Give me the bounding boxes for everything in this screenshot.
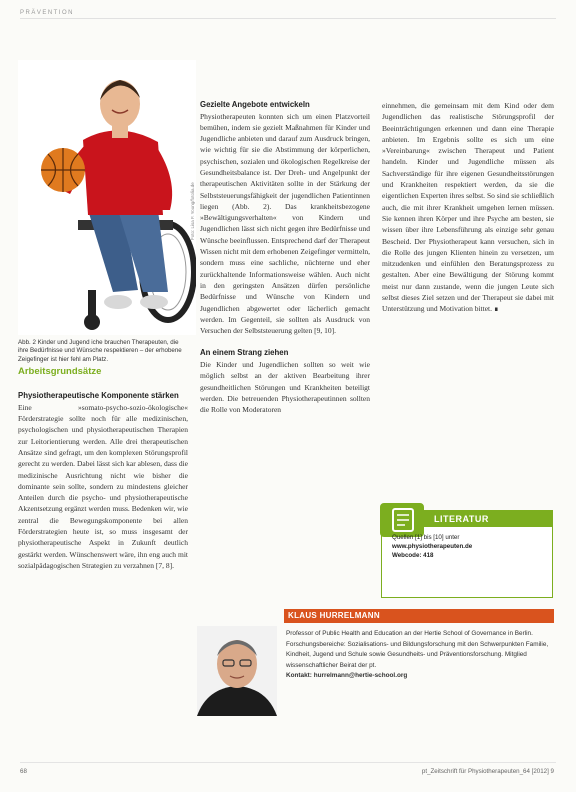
middle-body-text-2: Die Kinder und Jugendlichen sollten so weit wie möglich selbst an der aktiven Bearbeitung ihrer gesundheitlichen Störungen und Krankheiten beteiligt werden. Die betreuenden Physiotherapeutinnen sollten die Rolle von Moderatoren [200,359,370,415]
author-bio: Professor of Public Health and Education an der Hertie School of Governance in Berlin. Forschungsbereiche: Sozialisations- und Bildungsforschung mit den Schwerpunkten Familie, Kindheit, Jugend und Schule sowie Gesundheits- und Präventionsforschung. Mitglied wissenschaftlicher Beirat der pt. [286,630,549,669]
author-portrait [197,626,277,716]
literature-link[interactable]: www.physiotherapeuten.de [392,543,473,550]
boy-in-wheelchair-photo [18,60,196,335]
author-contact[interactable]: Kontakt: hurrelmann@hertie-school.org [286,672,408,680]
middle-heading-2: An einem Strang ziehen [200,348,289,358]
literature-sources: Quellen [1] bis [10] unter [392,534,460,541]
left-body-text: Eine »somato-psycho-sozio-ökologische« Förderstrategie sollte noch für alle medizinischen, psychologischen und physiotherapeutischen Therapien zur Leitorientierung werden. Alle drei therapeutischen Ansätze sind gefragt, um den komplexen Störungsprofil gerecht zu werden. Dabei lässt sich kar ablesen, dass die medizinische Ausrichtung nicht wie bisher die dominante sein sollte, sondern zu mindestens gleicher Anteilen durch die psycho- und physiotherapeutische Akzentsetzung ergänzt werden muss. Bedenken wir, wie zentral die Bewegungskomponente bei allen Förderstrategien heute ist, so muss insgesamt der physiotherapeutische Aspekt in Zukunft deutlich gestärkt werden. Wünschenswert wäre, ihn eng auch mit sozialpädagogischen Strategien zu verzahnen [7, 8]. [18,402,188,570]
middle-heading: Gezielte Angebote entwickeln [200,100,310,109]
section-label: PRÄVENTION [20,10,75,16]
author-bio-block [286,629,554,682]
literature-box [381,510,553,598]
section-heading: Arbeitsgrundsätze [18,366,102,377]
page-number: 68 [20,768,27,775]
left-column [18,366,188,571]
photo-credit: Foto: Lisa F. Young/fotolia.de [190,182,195,240]
literature-text [392,533,547,560]
author-name: KLAUS HURRELMANN [288,611,380,620]
right-column [382,100,554,315]
middle-body-text: Physiotherapeuten konnten sich um einen Platzvorteil bemühen, indem sie gezielt Maßnahmen für Kinder und Jugendliche anbieten und darauf zum Ausdruck bringen, wie wichtig für sie die Abstimmung der körperlichen, psychischen, sozialen und ökologischen Regelkreise der Gesundheitsbalance ist. Der Dreh- und Angelpunkt der therapeutischen Aktivitäten sollte in der Stärkung der Selbststeuerungsfähigkeit der jugendlichen Patientinnen liegen (Abb. 2). Das krankheitsbezogene »Bewältigungsverhalten« von Kindern und Jugendlichen lässt sich nicht gegen ihre Bedürfnisse und Wünsche beeinflussen. Entsprechend darf der Therapeut Wissen nicht mit dem erhobenen Zeigefinger vermitteln, sondern muss eine sachliche, nüchterne und eher zurückhaltende Informationsweise wählen. Auch nicht in den geringsten Ansätzen dürfen persönliche Bedürfnisse und Wünsche von Kindern und Jugendlichen abgewertet oder lächerlich gemacht werden. Im Gegenteil, sie sollten als Ausdruck von Versuchen der Selbststeuerung gelten [9, 10]. [200,111,370,336]
right-body-text: einnehmen, die gemeinsam mit dem Kind oder dem Jugendlichen das realistische Störungsprofil der Beeinträchtigungen erkennen und dann eine Therapie anbieten. Im Ergebnis sollte es sich um eine »Vereinbarung« zwischen Therapeut und Patient handeln. Kinder und Jugendliche müssen als Sachverständige für ihre eigenen Gesundheitsstörungen und Krankheiten respektiert werden, da sie die eigentlichen Experten ihres selbst. So sind sie schließlich auch, die mit ihrer Krankheit umgehen lernen müssen. Sie kennen ihren Körper und ihre Psyche am besten, sie wissen über ihre Lebensführung als einzige sehr genau Bescheid. Der Physiotherapeut kann versuchen, sich in die Rolle des jungen Klienten hinein zu versetzen, um mitzudenken und einfühlen den Beratungsprozess zu gestalten. Aber eine Bewältigung der Störung kommt meist nur dann zustande, wenn die jungen Leute sich selbst dieses Ziel setzen und der Therapeut sie dabei mit Unterstützung und Motivation bittet. ∎ [382,101,554,314]
book-icon [380,503,424,537]
subheading: Physiotherapeutische Komponente stärken [18,391,179,401]
bottom-divider [20,762,556,763]
middle-column [200,100,370,415]
literature-webcode: Webcode: 418 [392,552,434,559]
journal-reference: pt_Zeitschrift für Physiotherapeuten_64 [2012] 9 [421,768,554,775]
top-divider [20,18,556,19]
figure-caption: Abb. 2 Kinder und Jugend iche brauchen Therapeuten, die ihre Bedürfnisse und Wünsche respektieren – der erhobene Zeigefinger ist hier fehl am Platz. [18,339,182,363]
literature-title: LITERATUR [434,514,489,524]
